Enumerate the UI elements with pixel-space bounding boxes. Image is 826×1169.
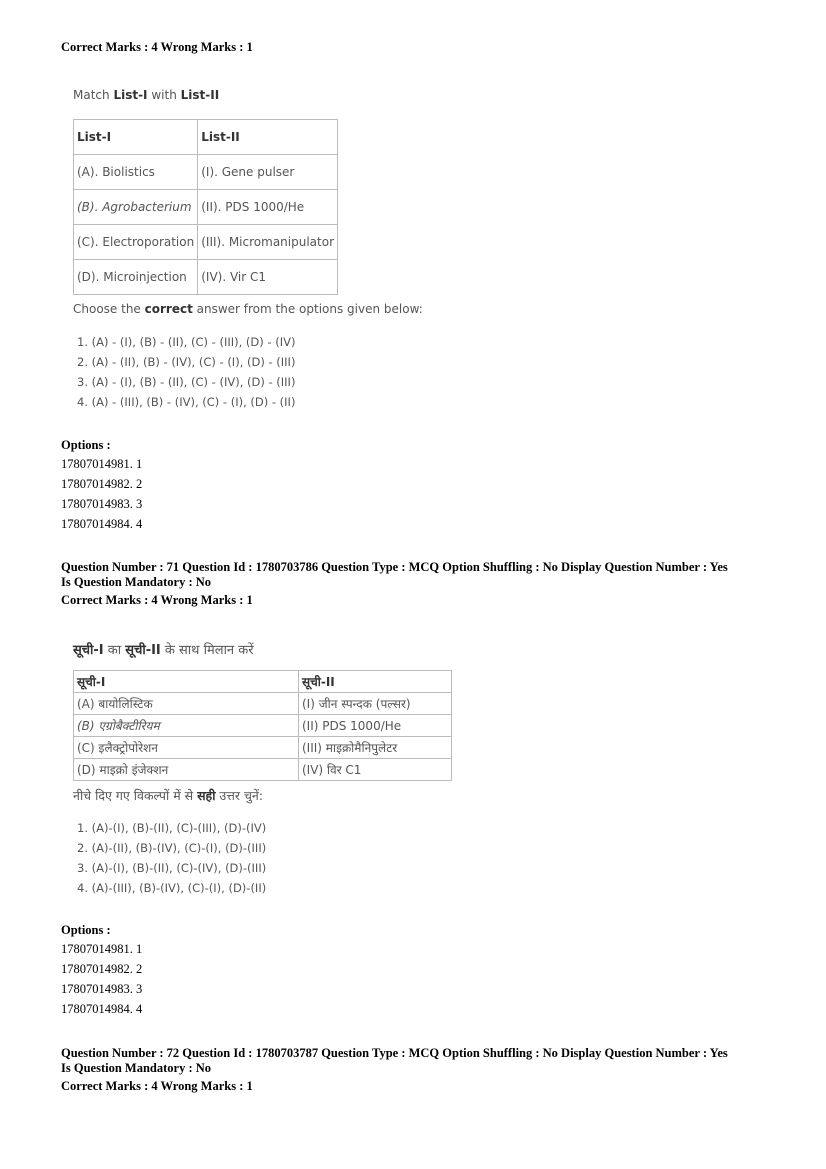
- table-row: [74, 260, 338, 295]
- table-cell: (IV) विर C1: [299, 759, 452, 781]
- table-cell: (I) जीन स्पन्दक (पल्सर): [299, 693, 452, 715]
- table-cell: (III) माइक्रोमैनिपुलेटर: [299, 737, 452, 759]
- table-cell: (B) एग्रोबैक्टीरियम: [74, 715, 299, 737]
- option-item: 17807014984. 4: [61, 517, 143, 531]
- table-header-cell: सूची-I: [74, 671, 299, 693]
- match-heading: Match List-I with List-II: [73, 88, 220, 102]
- table-row: [74, 225, 338, 260]
- table-row: [74, 190, 338, 225]
- marks-line: Correct Marks : 4 Wrong Marks : 1: [61, 40, 253, 54]
- table-cell: (B). Agrobacterium: [74, 190, 198, 225]
- table-cell: (III). Micromanipulator: [198, 225, 338, 260]
- table-header-cell: सूची-II: [299, 671, 452, 693]
- table-header-cell: List-I: [74, 120, 198, 155]
- table-row: [74, 759, 452, 781]
- table-header-row: [74, 671, 452, 693]
- match-table: [73, 119, 338, 295]
- marks-line: Correct Marks : 4 Wrong Marks : 1: [61, 1079, 253, 1093]
- answer-choice: 4. (A)-(III), (B)-(IV), (C)-(I), (D)-(II): [77, 881, 267, 895]
- answer-choice: 1. (A)-(I), (B)-(II), (C)-(III), (D)-(IV): [77, 821, 267, 835]
- table-cell: (A). Biolistics: [74, 155, 198, 190]
- match-heading: सूची-I का सूची-II के साथ मिलान करें: [73, 643, 254, 658]
- question-mandatory: Is Question Mandatory : No: [61, 575, 212, 589]
- match-table: [73, 670, 452, 781]
- option-item: 17807014981. 1: [61, 457, 143, 471]
- option-item: 17807014982. 2: [61, 477, 143, 491]
- option-item: 17807014983. 3: [61, 497, 143, 511]
- option-item: 17807014983. 3: [61, 982, 143, 996]
- table-cell: (D) माइक्रो इंजेक्शन: [74, 759, 299, 781]
- table-cell: (C) इलैक्ट्रोपोरेशन: [74, 737, 299, 759]
- answer-choice: 1. (A) - (I), (B) - (II), (C) - (III), (D) - (IV): [77, 335, 296, 349]
- table-header-cell: List-II: [198, 120, 338, 155]
- table-cell: (II) PDS 1000/He: [299, 715, 452, 737]
- answer-choice: 3. (A)-(I), (B)-(II), (C)-(IV), (D)-(III): [77, 861, 267, 875]
- marks-line: Correct Marks : 4 Wrong Marks : 1: [61, 593, 253, 607]
- table-cell: (A) बायोलिस्टिक: [74, 693, 299, 715]
- table-row: [74, 693, 452, 715]
- table-header-row: [74, 120, 338, 155]
- question-mandatory: Is Question Mandatory : No: [61, 1061, 212, 1075]
- answer-choice: 2. (A)-(II), (B)-(IV), (C)-(I), (D)-(III): [77, 841, 267, 855]
- options-label: Options :: [61, 923, 111, 937]
- option-item: 17807014981. 1: [61, 942, 143, 956]
- options-label: Options :: [61, 438, 111, 452]
- option-item: 17807014984. 4: [61, 1002, 143, 1016]
- table-cell: (IV). Vir C1: [198, 260, 338, 295]
- answer-choice: 3. (A) - (I), (B) - (II), (C) - (IV), (D) - (III): [77, 375, 296, 389]
- question-meta: Question Number : 72 Question Id : 1780703787 Question Type : MCQ Option Shuffling : No Display Question Number : Yes: [61, 1046, 728, 1060]
- table-cell: (D). Microinjection: [74, 260, 198, 295]
- table-row: [74, 715, 452, 737]
- table-row: [74, 737, 452, 759]
- answer-choice: 2. (A) - (II), (B) - (IV), (C) - (I), (D) - (III): [77, 355, 296, 369]
- table-row: [74, 155, 338, 190]
- table-cell: (I). Gene pulser: [198, 155, 338, 190]
- option-item: 17807014982. 2: [61, 962, 143, 976]
- answer-choice: 4. (A) - (III), (B) - (IV), (C) - (I), (D) - (II): [77, 395, 296, 409]
- table-cell: (II). PDS 1000/He: [198, 190, 338, 225]
- table-cell: (C). Electroporation: [74, 225, 198, 260]
- question-meta: Question Number : 71 Question Id : 1780703786 Question Type : MCQ Option Shuffling : No Display Question Number : Yes: [61, 560, 728, 574]
